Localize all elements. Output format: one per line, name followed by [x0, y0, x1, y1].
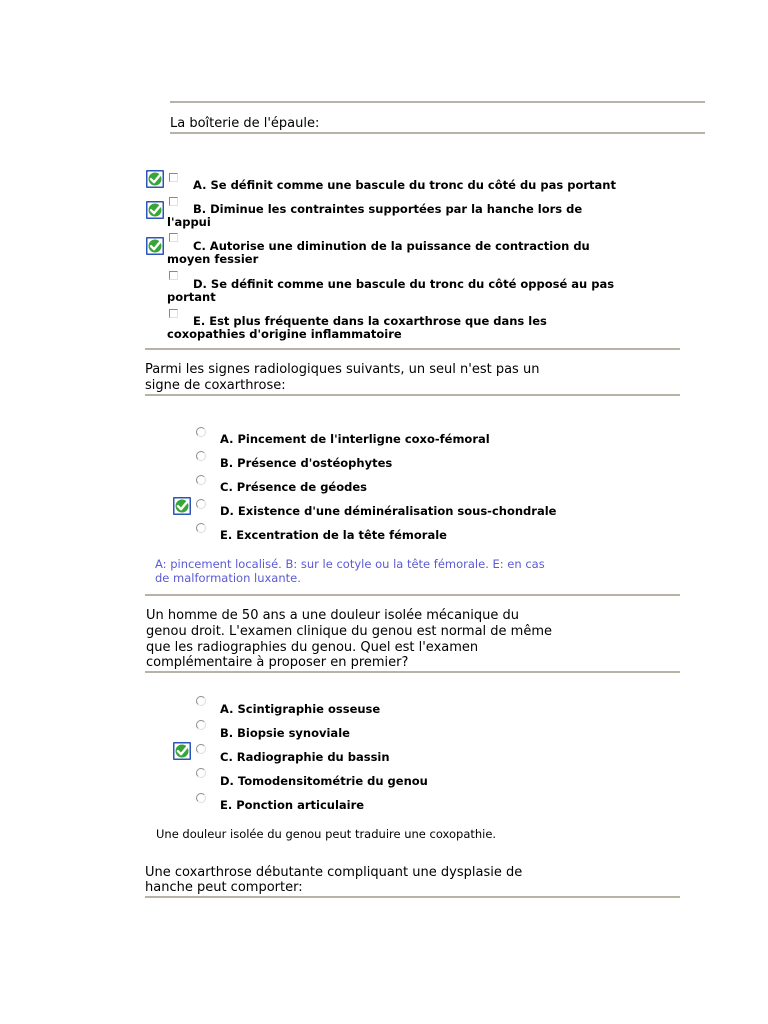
question-3-title-line2: genou droit. L'examen clinique du genou est normal de même [146, 624, 553, 639]
option-b-label: B. Biopsie synoviale [220, 726, 350, 740]
option-a-checkbox[interactable] [169, 173, 178, 182]
option-e-radio[interactable] [196, 793, 206, 803]
option-a-label: A. Scintigraphie osseuse [220, 702, 381, 716]
option-c-checkbox[interactable] [169, 233, 178, 242]
option-e-label: E. Excentration de la tête fémorale [220, 528, 447, 542]
explanation: Une douleur isolée du genou peut traduire une coxopathie. [156, 827, 497, 841]
option-d-label: D. Tomodensitométrie du genou [220, 774, 428, 788]
question-4-title-line1: Une coxarthrose débutante compliquant une dysplasie de [145, 865, 523, 880]
option-d-radio[interactable] [196, 499, 206, 509]
question-2-title-line1: Parmi les signes radiologiques suivants, un seul n'est pas un [145, 362, 540, 377]
option-d-label: D. Existence d'une déminéralisation sous-chondrale [220, 504, 557, 518]
explanation-line1: A: pincement localisé. B: sur le cotyle ou la tête fémorale. E: en cas [155, 557, 545, 571]
option-b-checkbox[interactable] [169, 197, 178, 206]
question-2-title-line2: signe de coxarthrose: [145, 378, 286, 393]
option-e-label: E. Ponction articulaire [220, 798, 365, 812]
correct-check-icon [145, 236, 165, 256]
divider [145, 896, 680, 898]
option-e-radio[interactable] [196, 523, 206, 533]
option-d-label-cont: portant [167, 290, 216, 304]
option-a-label: A. Se définit comme une bascule du tronc du côté du pas portant [193, 178, 616, 192]
option-c-radio[interactable] [196, 475, 206, 485]
divider [145, 594, 680, 596]
option-b-label-cont: l'appui [167, 215, 211, 229]
option-c-label: C. Autorise une diminution de la puissance de contraction du [193, 239, 590, 253]
option-c-radio[interactable] [196, 744, 206, 754]
option-e-label-cont: coxopathies d'origine inflammatoire [167, 327, 402, 341]
question-4-title-line2: hanche peut comporter: [145, 880, 303, 895]
option-d-label: D. Se définit comme une bascule du tronc du côté opposé au pas [193, 277, 615, 291]
divider [145, 394, 680, 396]
option-a-radio[interactable] [196, 696, 206, 706]
option-c-label: C. Radiographie du bassin [220, 750, 390, 764]
option-d-radio[interactable] [196, 768, 206, 778]
divider [145, 671, 680, 673]
question-1-title: La boîterie de l'épaule: [170, 116, 320, 131]
option-a-radio[interactable] [196, 427, 206, 437]
option-a-label: A. Pincement de l'interligne coxo-fémoral [220, 432, 490, 446]
question-3-title-line3: que les radiographies du genou. Quel est l'examen [146, 640, 479, 655]
option-b-radio[interactable] [196, 720, 206, 730]
option-e-checkbox[interactable] [169, 309, 178, 318]
question-3-title-line4: complémentaire à proposer en premier? [146, 655, 409, 670]
correct-check-icon [172, 741, 192, 761]
option-b-label: B. Diminue les contraintes supportées par la hanche lors de [193, 202, 583, 216]
explanation-line2: de malformation luxante. [155, 571, 301, 585]
divider [170, 101, 705, 103]
divider [145, 348, 680, 350]
option-b-label: B. Présence d'ostéophytes [220, 456, 393, 470]
option-e-label: E. Est plus fréquente dans la coxarthrose que dans les [193, 314, 547, 328]
option-d-checkbox[interactable] [169, 271, 178, 280]
option-c-label: C. Présence de géodes [220, 480, 368, 494]
correct-check-icon [145, 200, 165, 220]
divider [170, 132, 705, 134]
option-c-label-cont: moyen fessier [167, 252, 259, 266]
question-3-title-line1: Un homme de 50 ans a une douleur isolée mécanique du [146, 608, 520, 623]
correct-check-icon [145, 169, 165, 189]
correct-check-icon [172, 496, 192, 516]
option-b-radio[interactable] [196, 451, 206, 461]
